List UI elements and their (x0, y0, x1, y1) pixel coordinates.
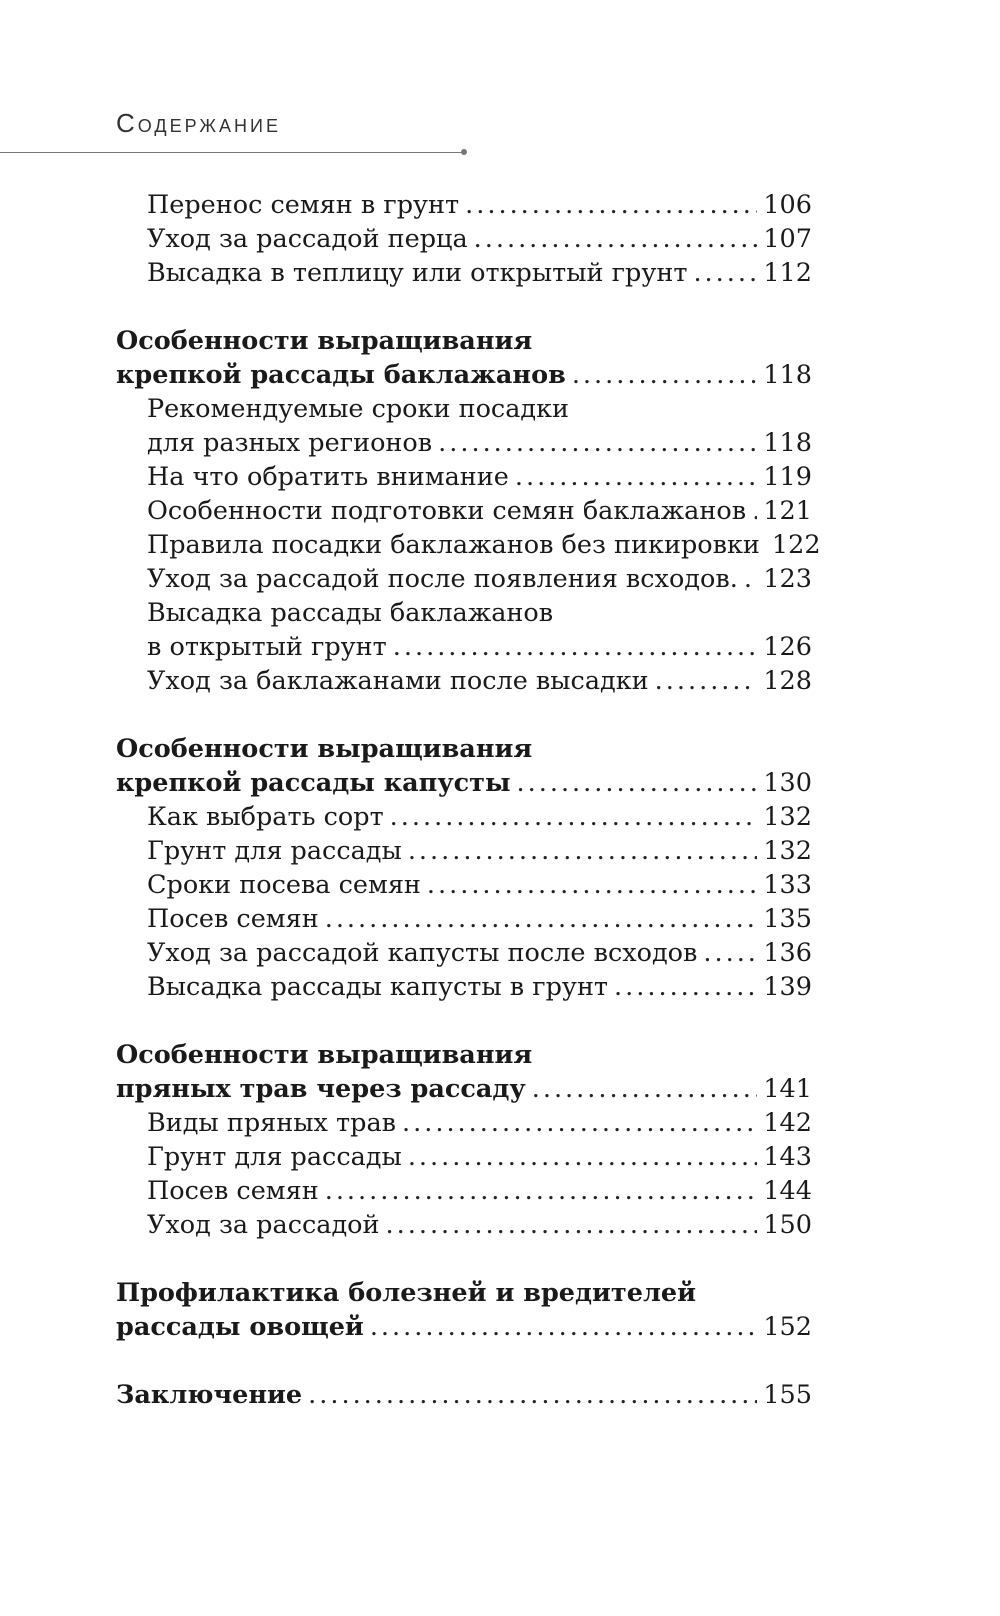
toc-page-number: 122 (771, 530, 821, 560)
toc-subentry[interactable] (116, 528, 821, 562)
toc-page-number: 141 (763, 1074, 812, 1104)
header-rule-dot (461, 149, 467, 155)
toc-page-number: 136 (763, 938, 812, 968)
toc-entry-title: Особенности выращивания (116, 326, 533, 356)
dot-leader (393, 630, 758, 664)
toc-subentry[interactable] (116, 970, 812, 1004)
toc-entry-title: Сроки посева семян (147, 870, 421, 900)
toc-entry-title: Как выбрать сорт (147, 802, 384, 832)
toc-page-number: 133 (763, 870, 812, 900)
toc-page-number: 128 (763, 666, 812, 696)
dot-leader (386, 1208, 758, 1242)
section-gap (116, 1242, 812, 1276)
dot-leader (408, 834, 758, 868)
toc-section-entry[interactable] (116, 358, 812, 392)
toc-subentry[interactable] (116, 494, 812, 528)
dot-leader (572, 358, 758, 392)
toc-subentry[interactable] (116, 188, 812, 222)
toc-entry-title: Высадка рассады капусты в грунт (147, 972, 609, 1002)
toc-entry-title: Правила посадки баклажанов без пикировки (147, 530, 760, 560)
toc-subentry[interactable] (116, 1106, 812, 1140)
toc-section-entry[interactable] (116, 1378, 812, 1412)
dot-leader (532, 1072, 758, 1106)
toc-page-number: 152 (763, 1312, 812, 1342)
dot-leader (517, 766, 758, 800)
toc-subentry[interactable] (116, 868, 812, 902)
running-head: Содержание (116, 108, 281, 138)
toc-page-number: 144 (763, 1176, 812, 1206)
toc-entry-title: Уход за рассадой капусты после всходов (147, 938, 698, 968)
toc-section-entry[interactable] (116, 1310, 812, 1344)
header-rule (0, 152, 464, 153)
dot-leader (752, 494, 757, 528)
toc-page-number: 139 (763, 972, 812, 1002)
toc-page-number: 119 (763, 462, 812, 492)
dot-leader (308, 1378, 757, 1412)
toc-subentry[interactable] (116, 834, 812, 868)
toc-subentry[interactable] (116, 1174, 812, 1208)
toc-subentry[interactable] (116, 460, 812, 494)
section-gap (116, 1344, 812, 1378)
toc-page-number: 142 (763, 1108, 812, 1138)
dot-leader (370, 1310, 758, 1344)
dot-leader (744, 562, 758, 596)
toc-page-number: 112 (763, 258, 812, 288)
dot-leader (408, 1140, 758, 1174)
toc-entry-title: Посев семян (147, 904, 319, 934)
toc-entry-title: Особенности выращивания (116, 1040, 533, 1070)
toc-page-number: 118 (763, 360, 812, 390)
dot-leader (474, 222, 758, 256)
dot-leader (402, 1106, 757, 1140)
dot-leader (515, 460, 757, 494)
toc-entry-title: Заключение (116, 1380, 303, 1410)
toc-entry-title: пряных трав через рассаду (116, 1074, 526, 1104)
dot-leader (703, 936, 757, 970)
toc-section-entry (116, 1276, 812, 1310)
toc-subentry[interactable] (116, 902, 812, 936)
toc-page-number: 155 (763, 1380, 812, 1410)
dot-leader (655, 664, 758, 698)
toc-section-entry (116, 1038, 812, 1072)
toc-page-number: 126 (763, 632, 812, 662)
toc-page-number: 143 (763, 1142, 812, 1172)
section-gap (116, 1004, 812, 1038)
toc-page-number: 132 (763, 802, 812, 832)
toc-entry-title: Уход за баклажанами после высадки (147, 666, 649, 696)
toc-subentry[interactable] (116, 1140, 812, 1174)
toc-entry-title: Виды пряных трав (147, 1108, 397, 1138)
toc-subentry[interactable] (116, 562, 812, 596)
toc-entry-title: Уход за рассадой перца (147, 224, 468, 254)
dot-leader (390, 800, 758, 834)
table-of-contents (116, 188, 821, 1412)
toc-page-number: 121 (763, 496, 812, 526)
toc-page-number: 150 (763, 1210, 812, 1240)
toc-entry-title: Грунт для рассады (147, 836, 402, 866)
toc-section-entry (116, 324, 812, 358)
toc-page-number: 123 (763, 564, 812, 594)
dot-leader (614, 970, 757, 1004)
toc-subentry[interactable] (116, 664, 812, 698)
toc-entry-title: крепкой рассады капусты (116, 768, 511, 798)
section-gap (116, 290, 812, 324)
toc-page-number: 106 (763, 190, 812, 220)
toc-subentry[interactable] (116, 256, 812, 290)
dot-leader (438, 426, 757, 460)
toc-entry-title: Высадка в теплицу или открытый грунт (147, 258, 688, 288)
toc-entry-title: Профилактика болезней и вредителей (116, 1278, 697, 1308)
toc-page-number: 118 (763, 428, 812, 458)
toc-subentry[interactable] (116, 1208, 812, 1242)
toc-entry-title: для разных регионов (147, 428, 433, 458)
toc-entry-title: рассады овощей (116, 1312, 364, 1342)
toc-entry-title: Высадка рассады баклажанов (147, 598, 554, 628)
toc-subentry[interactable] (116, 936, 812, 970)
dot-leader (325, 1174, 758, 1208)
dot-leader (325, 902, 758, 936)
toc-page-number: 107 (763, 224, 812, 254)
toc-page-number: 132 (763, 836, 812, 866)
toc-subentry[interactable] (116, 800, 812, 834)
toc-subentry[interactable] (116, 426, 812, 460)
toc-subentry (116, 392, 812, 426)
toc-entry-title: Грунт для рассады (147, 1142, 402, 1172)
toc-subentry[interactable] (116, 222, 812, 256)
dot-leader (465, 188, 757, 222)
toc-entry-title: На что обратить внимание (147, 462, 509, 492)
toc-page-number: 130 (763, 768, 812, 798)
toc-entry-title: крепкой рассады баклажанов (116, 360, 566, 390)
toc-entry-title: Перенос семян в грунт (147, 190, 460, 220)
toc-section-entry[interactable] (116, 766, 812, 800)
section-gap (116, 698, 812, 732)
toc-section-entry (116, 732, 812, 766)
dot-leader (693, 256, 757, 290)
toc-entry-title: в открытый грунт (147, 632, 387, 662)
toc-entry-title: Посев семян (147, 1176, 319, 1206)
toc-page-number: 135 (763, 904, 812, 934)
dot-leader (427, 868, 757, 902)
toc-entry-title: Уход за рассадой после появления всходов. (147, 564, 738, 594)
toc-entry-title: Рекомендуемые сроки посадки (147, 394, 570, 424)
toc-entry-title: Особенности выращивания (116, 734, 533, 764)
toc-subentry (116, 596, 812, 630)
toc-entry-title: Особенности подготовки семян баклажанов (147, 496, 747, 526)
toc-section-entry[interactable] (116, 1072, 812, 1106)
toc-entry-title: Уход за рассадой (147, 1210, 380, 1240)
toc-subentry[interactable] (116, 630, 812, 664)
